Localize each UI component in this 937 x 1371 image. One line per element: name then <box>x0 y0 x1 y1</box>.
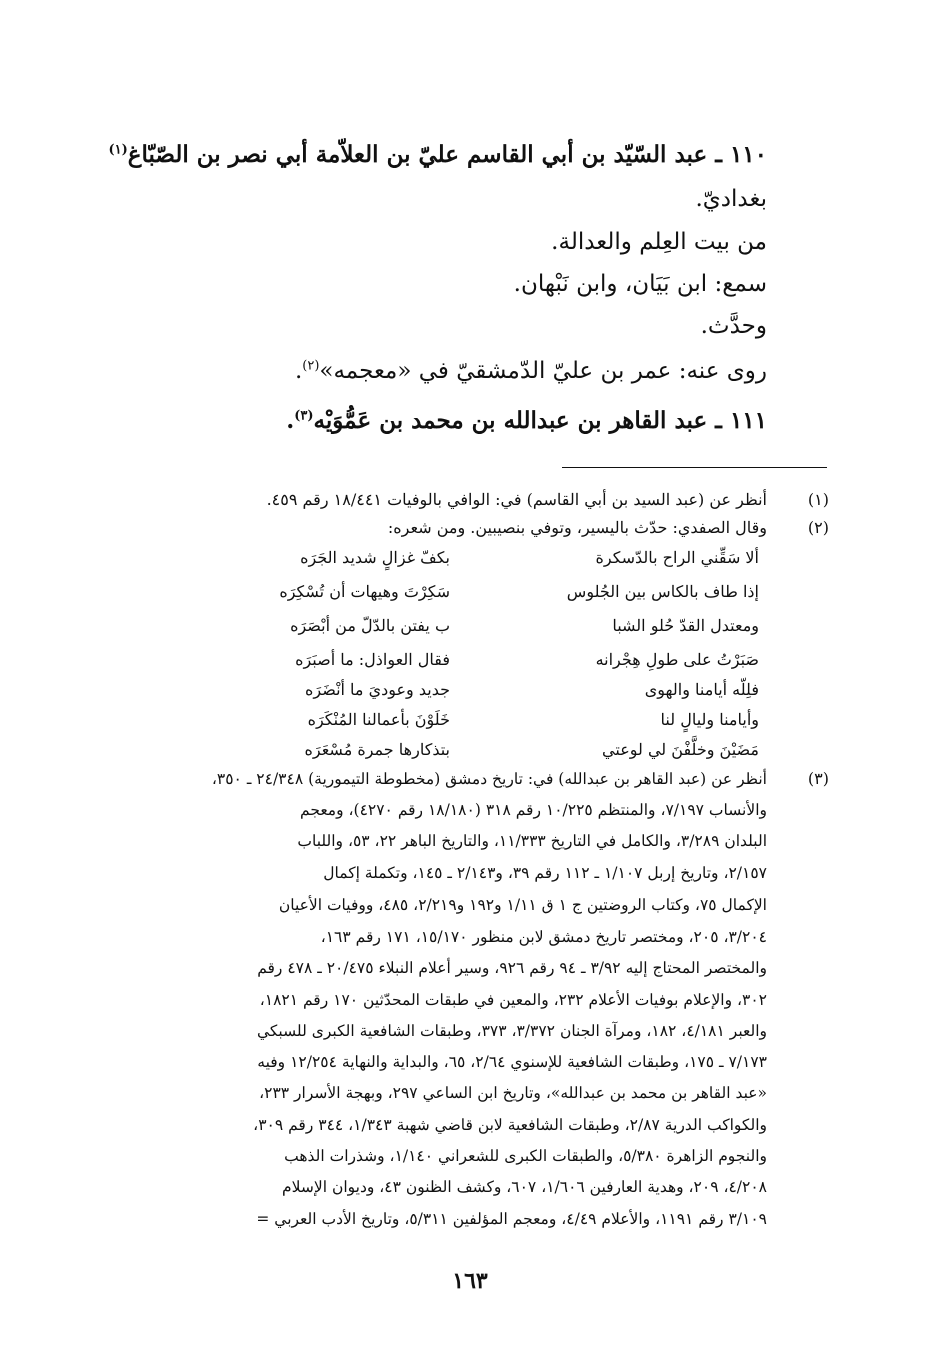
entry-110-line-2: من بيت العِلم والعدالة. <box>551 229 767 255</box>
footnote-2-number: (٢) <box>807 518 829 537</box>
footnote-2-text: وقال الصفدي: حدّث باليسير، وتوفي بنصيبين. ومن شعره: <box>387 518 767 537</box>
verse-4-second-hemistich: فقال العواذل: ما أصبَرَه <box>295 650 450 669</box>
footnote-1-number: (١) <box>807 490 829 509</box>
verse-3-first-hemistich: ومعتدل القدّ حُلو الشبا <box>612 616 759 635</box>
verse-5-first-hemistich: فلِلّه أيامنا والهوى <box>644 680 759 699</box>
footnote-ref-2: (٢) <box>302 358 320 374</box>
verse-6-second-hemistich: خَلَوْنَ بأعمالنا المُنْكَرَه <box>307 710 450 729</box>
footnote-3-line-5: الإكمال ٧٥، وكتاب الروضتين ج ١ ق ١/١١ و١٩٢ و٢/٢١٩، ٤٨٥، ووفيات الأعيان <box>278 896 767 914</box>
footnote-3-line-10: ٧/١٧٣ ـ ١٧٥، وطبقات الشافعية للإسنوي ٢/٦٤، ٦٥، والبداية والنهاية ١٢/٢٥٤ وفيه <box>257 1053 767 1071</box>
verse-2-first-hemistich: إذا طاف بالكاس بين الجُلوس <box>566 582 759 601</box>
footnote-separator <box>562 467 827 468</box>
footnote-3-line-7: والمختصر المحتاج إليه ٣/٩٢ ـ ٩٤ رقم ٩٢٦، وسير أعلام النبلاء ٢٠/٤٧٥ ـ ٤٧٨ رقم <box>257 959 767 977</box>
verse-7-first-hemistich: مَضَيْنَ وخلَّفْنَ لي لوعتي <box>602 740 759 759</box>
footnote-3-line-2: والأنساب ٧/١٩٧، والمنتظم ١٠/٢٢٥ رقم ٣١٨ (١٨/١٨٠ رقم ٤٢٧٠)، ومعجم <box>300 801 767 819</box>
footnote-ref-1: (١) <box>108 142 128 158</box>
verse-4-first-hemistich: صَبَرْتُ على طولِ هِجْرانه <box>595 650 759 669</box>
verse-2-second-hemistich: سَكِرْتَ وهيهات أن تُسْكِرَه <box>279 582 450 601</box>
entry-110-riwaya <box>117 356 767 386</box>
footnote-1-text: أنظر عن (عبد السيد بن أبي القاسم) في: الوافي بالوفيات ١٨/٤٤١ رقم ٤٥٩. <box>266 490 767 509</box>
footnote-3-line-6: ٣/٢٠٤، ٢٠٥، ومختصر تاريخ دمشق لابن منظور ١٥/١٧٠، ١٧١ رقم ١٦٣، <box>320 928 767 946</box>
footnote-3-line-15: ٣/١٠٩ رقم ١١٩١، والأعلام ٤/٤٩، ومعجم المؤلفين ٥/٣١١، وتاريخ الأدب العربي = <box>256 1210 767 1228</box>
footnote-3-line-9: والعبر ٤/١٨١، ١٨٢، ومرآة الجنان ٣/٣٧٢، ٣٧٣، وطبقات الشافعية الكبرى للسبكي <box>256 1022 767 1040</box>
verse-1-second-hemistich: بكفّ غزالٍ شديد الجَرَه <box>300 548 450 567</box>
verse-5-second-hemistich: جديد وعوديَ ما أنْضَرَه <box>304 680 450 699</box>
footnote-3-line-14: ٤/٢٠٨، ٢٠٩، وهدية العارفين ١/٦٠٦، ٦٠٧، وكشف الظنون ٤٣، وديوان الإسلام <box>282 1178 767 1196</box>
footnote-3-line-1: أنظر عن (عبد القاهر بن عبدالله) في: تاريخ دمشق (مخطوطة التيمورية) ٢٤/٣٤٨ ـ ٣٥٠، <box>211 770 767 788</box>
footnote-3-number: (٣) <box>807 769 829 788</box>
entry-110-line-1: بغداديّ. <box>695 186 767 212</box>
verse-6-first-hemistich: وأيامنا وليالٍ لنا <box>660 710 759 729</box>
verse-7-second-hemistich: بتذكارها جمرة مُسْعَرَه <box>304 740 450 759</box>
entry-110-heading <box>108 140 767 170</box>
footnote-3-line-12: والكواكب الدرية ٢/٨٧، وطبقات الشافعية لابن قاضي شهبة ١/٣٤٣، ٣٤٤ رقم ٣٠٩، <box>253 1116 767 1134</box>
entry-111-heading <box>117 406 767 436</box>
footnote-3-line-11: «عبد القاهر بن محمد بن عبدالله»، وتاريخ ابن الساعي ٢٩٧، وبهجة الأسرار ٢٣٣، <box>259 1084 767 1102</box>
verse-1-first-hemistich: ألا سَقِّني الراح بالدّسكرة <box>595 548 759 567</box>
entry-111-heading-text: ١١١ ـ عبد القاهر بن عبدالله بن محمد بن عَمُّوَيْه <box>313 407 767 434</box>
entry-110-line-3: سمع: ابن بَيَان، وابن نَبْهان. <box>513 271 767 297</box>
page-number: ١٦٣ <box>452 1268 488 1294</box>
entry-110-heading-text: ١١٠ ـ عبد السّيّد بن أبي القاسم عليّ بن العلاّمة أبي نصر بن الصّبّاغ <box>127 141 767 168</box>
entry-111-heading-end: . <box>286 407 295 434</box>
verse-3-second-hemistich: ب يفتن بالدّلّ من أبْصَرَه <box>290 616 450 635</box>
entry-110-riwaya-end: . <box>294 358 303 384</box>
entry-110-riwaya-text: روى عنه: عمر بن عليّ الدّمشقيّ في «معجمه» <box>319 358 767 384</box>
footnote-3-line-4: ٢/١٥٧، وتاريخ إربل ١/١٠٧ ـ ١١٢ رقم ٣٩، و٢/١٤٣ ـ ١٤٥، وتكملة إكمال <box>323 864 767 882</box>
footnote-3-line-8: ٣٠٢، والإعلام بوفيات الأعلام ٢٣٢، والمعين في طبقات المحدّثين ١٧٠ رقم ١٨٢١، <box>259 991 767 1009</box>
footnote-ref-3: (٣) <box>294 408 314 424</box>
footnote-3-line-3: البلدان ٣/٢٨٩، والكامل في التاريخ ١١/٣٣٣، والتاريخ الباهر ٢٢، ٥٣، واللباب <box>297 832 767 850</box>
entry-110-line-4: وحدَّث. <box>700 313 767 339</box>
footnote-3-line-13: والنجوم الزاهرة ٥/٣٨٠، والطبقات الكبرى للشعراني ١/١٤٠، وشذرات الذهب <box>284 1147 767 1165</box>
